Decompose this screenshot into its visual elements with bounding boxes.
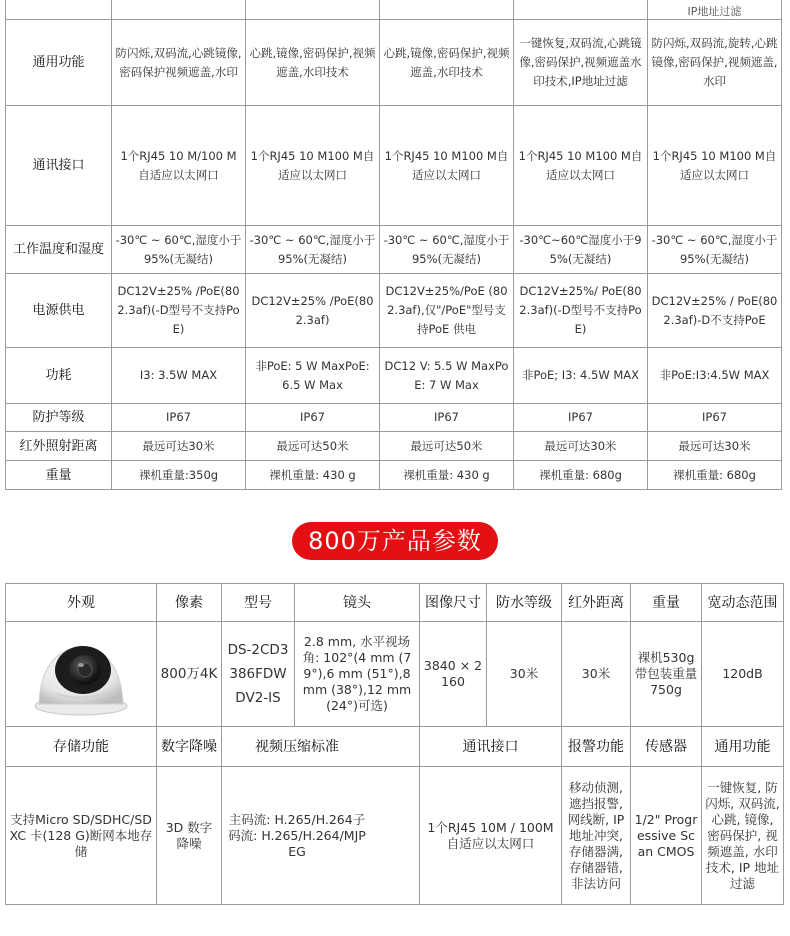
- table-cell: -30℃~60℃湿度小于95%(无凝结): [514, 226, 648, 274]
- table-cell: 非PoE: 5 W MaxPoE: 6.5 W Max: [246, 348, 380, 404]
- row-label: 红外照射距离: [6, 432, 112, 461]
- ir-distance-cell: 30米: [562, 622, 631, 727]
- product-image-cell: [6, 622, 157, 727]
- table-cell: DC12V±25%/PoE (802.3af),仅"/PoE"型号支持PoE 供电: [380, 274, 514, 348]
- weight-cell: 裸机530g带包装重量750g: [631, 622, 702, 727]
- column-header: 型号: [222, 584, 295, 622]
- row-label: 功耗: [6, 348, 112, 404]
- table-cell: 非PoE; I3: 4.5W MAX: [514, 348, 648, 404]
- table-cell: -30℃ ~ 60℃,湿度小于95%(无凝结): [648, 226, 782, 274]
- table-cell: 裸机重量:350g: [112, 461, 246, 490]
- table-cell: IP67: [514, 404, 648, 432]
- table-cell: 裸机重量: 680g: [514, 461, 648, 490]
- table-header-row: [6, 727, 784, 767]
- table-cell: [112, 0, 246, 20]
- column-header: 像素: [157, 584, 222, 622]
- table-cell: IP67: [246, 404, 380, 432]
- section-title-banner: 800万产品参数: [292, 522, 498, 560]
- column-header: 报警功能: [562, 727, 631, 767]
- table-cell: [380, 0, 514, 20]
- table-cell: 防闪烁,双码流,心跳镜像,密码保护视频遮盖,水印: [112, 20, 246, 106]
- spec-table-8mp: [5, 583, 784, 905]
- table-cell: DC12V±25%/ PoE(802.3af)(-D型号不支持PoE): [514, 274, 648, 348]
- alarm-cell: 移动侦测, 遮挡报警, 网线断, IP 地址冲突, 存储器满, 存储器错, 非法访问: [562, 767, 631, 905]
- column-header: 镜头: [295, 584, 420, 622]
- column-header: 通讯接口: [420, 727, 562, 767]
- table-cell: 1个RJ45 10 M100 M自适应以太网口: [380, 106, 514, 226]
- table-cell: IP67: [112, 404, 246, 432]
- table-cell: 1个RJ45 10 M100 M自适应以太网口: [246, 106, 380, 226]
- table-cell: [514, 0, 648, 20]
- table-cell: 最远可达50米: [246, 432, 380, 461]
- table-cell: 裸机重量: 430 g: [246, 461, 380, 490]
- column-header: 外观: [6, 584, 157, 622]
- table-cell: 最远可达30米: [648, 432, 782, 461]
- table-cell: DC12V±25% /PoE(802.3af): [246, 274, 380, 348]
- wdr-cell: 120dB: [702, 622, 784, 727]
- table-cell: DC12 V: 5.5 W MaxPoE: 7 W Max: [380, 348, 514, 404]
- row-label: 通讯接口: [6, 106, 112, 226]
- table-cell: 一键恢复,双码流,心跳镜像,密码保护,视频遮盖水印技术,IP地址过滤: [514, 20, 648, 106]
- column-header: 重量: [631, 584, 702, 622]
- table-cell: IP67: [380, 404, 514, 432]
- table-row: [6, 404, 782, 432]
- table-row: [6, 274, 782, 348]
- table-cell: 心跳,镜像,密码保护,视频遮盖,水印技术: [380, 20, 514, 106]
- table-cell: [246, 0, 380, 20]
- table-cell: 非PoE:I3:4.5W MAX: [648, 348, 782, 404]
- table-cell: IP67: [648, 404, 782, 432]
- table-cell: 1个RJ45 10 M/100 M自适应以太网口: [112, 106, 246, 226]
- column-header: 防水等级: [487, 584, 562, 622]
- lens-cell: 2.8 mm, 水平视场角: 102°(4 mm (79°),6 mm (51°),8 mm (38°),12 mm (24°)可选): [295, 622, 420, 727]
- dome-camera-image: [31, 630, 131, 718]
- table-cell: 1个RJ45 10 M100 M自适应以太网口: [514, 106, 648, 226]
- column-header: 通用功能: [702, 727, 784, 767]
- table-row: [6, 20, 782, 106]
- table-header-row: [6, 584, 784, 622]
- table-cell: 最远可达30米: [514, 432, 648, 461]
- model-cell: DS-2CD3386FDWDV2-IS: [222, 622, 295, 727]
- table-row: [6, 0, 782, 20]
- column-header: 传感器: [631, 727, 702, 767]
- table-cell: IP地址过滤: [648, 0, 782, 20]
- pixels-cell: 800万4K: [157, 622, 222, 727]
- row-label: [6, 0, 112, 20]
- table-cell: 裸机重量: 430 g: [380, 461, 514, 490]
- table-row: [6, 226, 782, 274]
- table-cell: DC12V±25% / PoE(802.3af)-D不支持PoE: [648, 274, 782, 348]
- table-row: [6, 461, 782, 490]
- table-row: [6, 106, 782, 226]
- row-label: 通用功能: [6, 20, 112, 106]
- table-row: [6, 432, 782, 461]
- table-cell: 最远可达30米: [112, 432, 246, 461]
- table-cell: -30℃ ~ 60℃,湿度小于95%(无凝结): [112, 226, 246, 274]
- sensor-cell: 1/2" Progressive Scan CMOS: [631, 767, 702, 905]
- table-row: [6, 622, 784, 727]
- table-cell: 防闪烁,双码流,旋转,心跳镜像,密码保护,视频遮盖,水印: [648, 20, 782, 106]
- column-header: 视频压缩标准: [222, 727, 420, 767]
- column-header: 红外距离: [562, 584, 631, 622]
- table-cell: I3: 3.5W MAX: [112, 348, 246, 404]
- spec-table-series: [5, 0, 782, 490]
- table-cell: 心跳,镜像,密码保护,视频遮盖,水印技术: [246, 20, 380, 106]
- storage-cell: 支持Micro SD/SDHC/SDXC 卡(128 G)断网本地存储: [6, 767, 157, 905]
- table-cell: 最远可达50米: [380, 432, 514, 461]
- table-cell: DC12V±25% /PoE(802.3af)(-D型号不支持PoE): [112, 274, 246, 348]
- image-size-cell: 3840 × 2160: [420, 622, 487, 727]
- table-cell: 裸机重量: 680g: [648, 461, 782, 490]
- table-row: [6, 348, 782, 404]
- column-header: 图像尺寸: [420, 584, 487, 622]
- waterproof-cell: 30米: [487, 622, 562, 727]
- row-label: 电源供电: [6, 274, 112, 348]
- table-cell: 1个RJ45 10 M100 M自适应以太网口: [648, 106, 782, 226]
- table-cell: -30℃ ~ 60℃,湿度小于95%(无凝结): [246, 226, 380, 274]
- column-header: 宽动态范围: [702, 584, 784, 622]
- compression-cell: 主码流: H.265/H.264子码流: H.265/H.264/MJPEG: [222, 767, 420, 905]
- column-header: 存储功能: [6, 727, 157, 767]
- dnr-cell: 3D 数字降噪: [157, 767, 222, 905]
- row-label: 重量: [6, 461, 112, 490]
- row-label: 防护等级: [6, 404, 112, 432]
- table-cell: -30℃ ~ 60℃,湿度小于95%(无凝结): [380, 226, 514, 274]
- table-row: [6, 767, 784, 905]
- interface-cell: 1个RJ45 10M / 100M 自适应以太网口: [420, 767, 562, 905]
- row-label: 工作温度和湿度: [6, 226, 112, 274]
- column-header: 数字降噪: [157, 727, 222, 767]
- general-cell: 一键恢复, 防闪烁, 双码流, 心跳, 镜像, 密码保护, 视频遮盖, 水印技术, IP 地址过滤: [702, 767, 784, 905]
